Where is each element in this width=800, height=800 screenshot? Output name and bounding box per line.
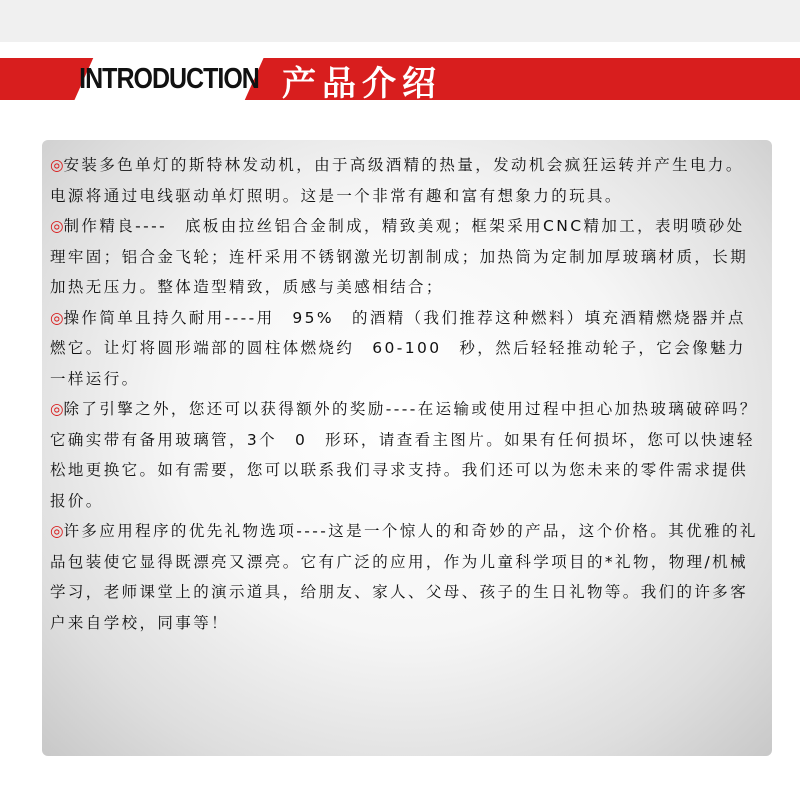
paragraph-text: 除了引擎之外，您还可以获得额外的奖励----在运输或使用过程中担心加热玻璃破碎吗？它确实带有备用玻璃管，3个 0 形环，请查看主图片。如果有任何损坏，您可以快速轻松地更换它。如有需要，您可以联系我们寻求支持。我们还可以为您未来的零件需求提供报价。	[50, 400, 758, 510]
paragraph-2	[50, 211, 760, 303]
paragraph-text: 许多应用程序的优先礼物选项----这是一个惊人的和奇妙的产品，这个价格。其优雅的礼品包装使它显得既漂亮又漂亮。它有广泛的应用，作为儿童科学项目的*礼物，物理/机械学习，老师课堂上的演示道具，给朋友、家人、父母、孩子的生日礼物等。我们的许多客户来自学校，同事等！	[50, 522, 758, 632]
paragraph-text: 安装多色单灯的斯特林发动机，由于高级酒精的热量，发动机会疯狂运转并产生电力。电源将通过电线驱动单灯照明。这是一个非常有趣和富有想象力的玩具。	[50, 156, 744, 205]
paragraph-1	[50, 150, 760, 211]
double-circle-icon: ◎	[50, 308, 64, 327]
double-circle-icon: ◎	[50, 400, 64, 418]
paragraph-text: 制作精良---- 底板由拉丝铝合金制成，精致美观；框架采用CNC精加工，表明喷砂处理牢固；铝合金飞轮；连杆采用不锈钢激光切割制成；加热筒为定制加厚玻璃材质，长期加热无压力。整体造型精致，质感与美感相结合；	[50, 217, 749, 296]
banner-label: INTRODUCTION	[79, 62, 259, 95]
double-circle-icon: ◎	[50, 522, 64, 540]
paragraph-4	[50, 394, 760, 516]
paragraph-3	[50, 303, 760, 395]
paragraph-text: 操作简单且持久耐用----用 95% 的酒精（我们推荐这种燃料）填充酒精燃烧器并点燃它。让灯将圆形端部的圆柱体燃烧约 60-100 秒，然后轻轻推动轮子，它会像魅力一样运行。	[50, 308, 746, 388]
double-circle-icon: ◎	[50, 217, 64, 235]
intro-text-block	[50, 150, 760, 638]
top-gray-band	[0, 0, 800, 42]
paragraph-5	[50, 516, 760, 638]
double-circle-icon: ◎	[50, 156, 64, 174]
banner-title: 产品介绍	[282, 63, 442, 104]
